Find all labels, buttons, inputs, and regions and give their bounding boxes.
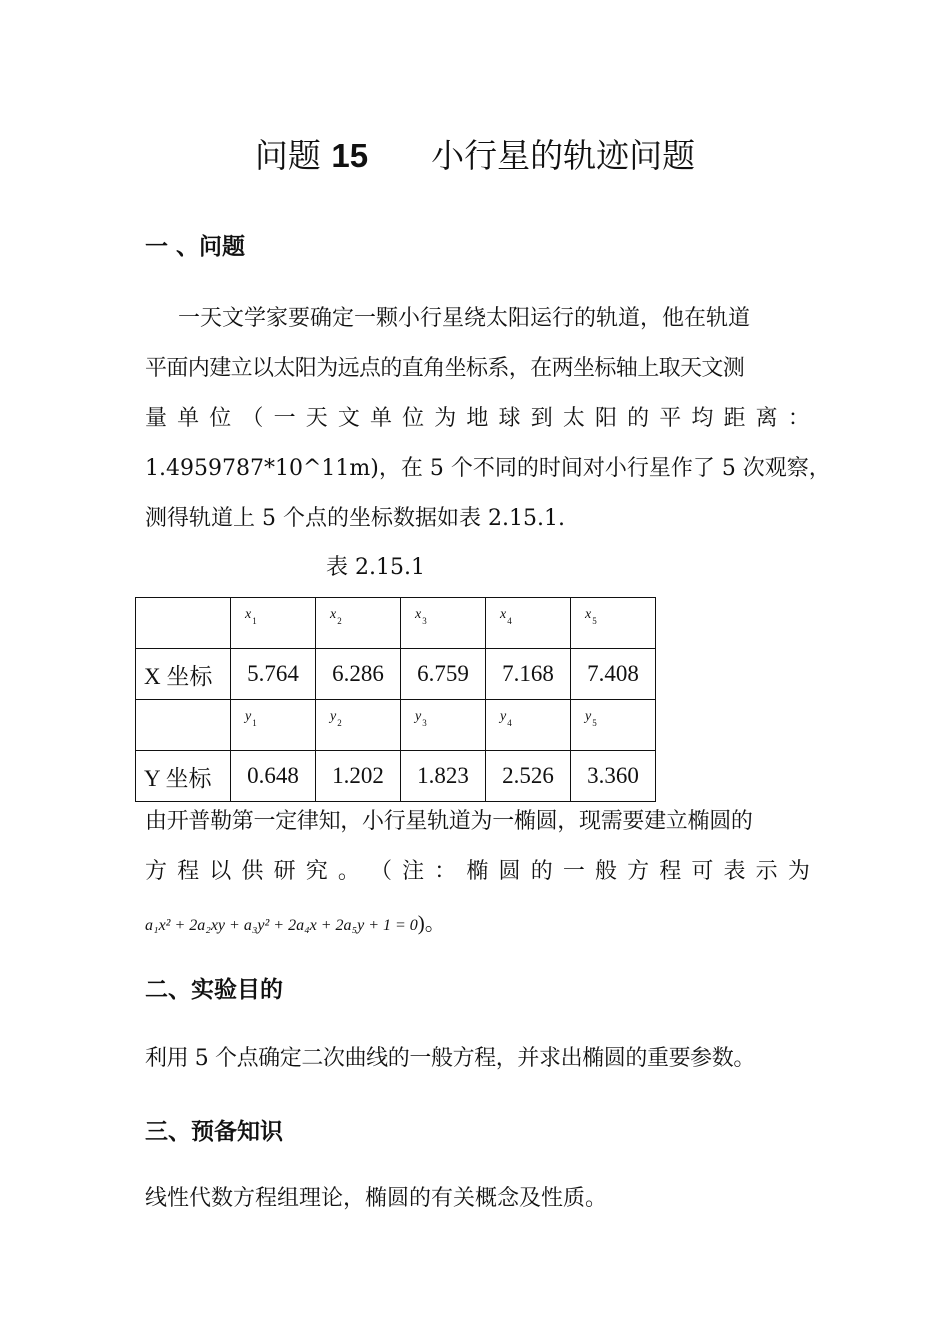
table-cell <box>316 700 401 751</box>
spread-char: 文 <box>337 406 360 431</box>
title-text: 小行星的轨迹问题 <box>431 136 696 175</box>
table-caption: 表 2.15.1 <box>326 555 425 580</box>
spread-char: 位 <box>209 406 232 431</box>
y-symbol: $y_5$ <box>585 709 597 728</box>
x-symbol: $x_3$ <box>415 607 427 626</box>
spread-char: 为 <box>434 406 457 431</box>
equation-tail: )。 <box>417 911 446 935</box>
table-cell <box>401 598 486 649</box>
x-value-cell: 7.168 <box>486 649 571 700</box>
y-value-cell: 3.360 <box>571 751 656 802</box>
paragraph-line: 测得轨道上 5 个点的坐标数据如表 2.15.1. <box>145 506 565 531</box>
x-symbol: $x_2$ <box>330 607 342 626</box>
x-label-cell: X 坐标 <box>136 649 231 700</box>
spread-char: 方 <box>627 859 650 884</box>
ellipse-equation <box>145 908 446 941</box>
spread-char: 天 <box>305 406 328 431</box>
spread-char: 离 <box>755 406 778 431</box>
problem-paragraph <box>145 294 831 544</box>
table-row <box>136 751 656 802</box>
page-title <box>0 134 950 178</box>
spread-char: 位 <box>402 406 425 431</box>
spread-char: 表 <box>723 859 746 884</box>
spread-char: 究 <box>305 859 328 884</box>
spread-line <box>145 394 810 444</box>
title-prefix: 问题 <box>254 136 321 175</box>
table-cell <box>401 700 486 751</box>
x-value-cell: 7.408 <box>571 649 656 700</box>
spread-char: 可 <box>691 859 714 884</box>
spread-char: （ <box>369 859 392 884</box>
spread-char: 球 <box>498 406 521 431</box>
y-label-cell: Y 坐标 <box>136 751 231 802</box>
section-heading-problem: 一 、问题 <box>145 234 246 260</box>
paragraph-line: 1.4959787*10^11m)，在 5 个不同的时间对小行星作了 5 次观察， <box>145 456 831 481</box>
y-symbol: $y_1$ <box>245 709 257 728</box>
spread-char: 一 <box>273 406 296 431</box>
spread-char: 研 <box>273 859 296 884</box>
table-cell <box>136 598 231 649</box>
spread-char: 以 <box>209 859 232 884</box>
spread-char: 椭 <box>466 859 489 884</box>
spread-char: 量 <box>145 406 168 431</box>
y-symbol: $y_4$ <box>500 709 512 728</box>
x-symbol: $x_1$ <box>245 607 257 626</box>
y-value-cell: 0.648 <box>231 751 316 802</box>
section-heading-purpose: 二、实验目的 <box>145 977 283 1003</box>
spread-char: （ <box>241 406 264 431</box>
spread-char: 方 <box>145 859 168 884</box>
spread-char: 距 <box>723 406 746 431</box>
y-symbol: $y_3$ <box>415 709 427 728</box>
spread-char: 单 <box>369 406 392 431</box>
spread-char: 。 <box>337 859 360 884</box>
paragraph-line: 利用 5 个点确定二次曲线的一般方程，并求出椭圆的重要参数。 <box>145 1046 755 1071</box>
x-symbol: $x_5$ <box>585 607 597 626</box>
x-symbol: $x_4$ <box>500 607 512 626</box>
x-value-cell: 6.759 <box>401 649 486 700</box>
spread-char: 一 <box>562 859 585 884</box>
coordinate-table <box>135 597 656 802</box>
table-cell <box>231 700 316 751</box>
spread-char: 般 <box>594 859 617 884</box>
paragraph-line: 由开普勒第一定律知，小行星轨道为一椭圆，现需要建立椭圆的 <box>145 809 753 834</box>
y-value-cell: 2.526 <box>486 751 571 802</box>
y-value-cell: 1.202 <box>316 751 401 802</box>
equation-text: a₁x² + 2a₂xy + a₃y² + 2a₄x + 2a₅y + 1 = 0 <box>145 917 418 934</box>
title-gap <box>368 136 431 175</box>
table-cell <box>486 700 571 751</box>
paragraph-line: 一天文学家要确定一颗小行星绕太阳运行的轨道，他在轨道 <box>178 306 751 331</box>
spread-char: 均 <box>691 406 714 431</box>
paragraph-line <box>145 394 810 444</box>
spread-char: ： <box>434 859 457 884</box>
spread-char: 太 <box>562 406 585 431</box>
spread-char: 程 <box>659 859 682 884</box>
spread-char: 供 <box>241 859 264 884</box>
table-cell <box>571 598 656 649</box>
table-cell <box>571 700 656 751</box>
table-row <box>136 649 656 700</box>
table-cell <box>316 598 401 649</box>
spread-char: 地 <box>466 406 489 431</box>
spread-char: 程 <box>177 859 200 884</box>
table-cell <box>231 598 316 649</box>
purpose-paragraph <box>145 1034 825 1084</box>
spread-char: 注 <box>402 859 425 884</box>
table-row <box>136 598 656 649</box>
y-value-cell: 1.823 <box>401 751 486 802</box>
paragraph-line <box>145 847 810 897</box>
table-cell <box>486 598 571 649</box>
x-value-cell: 5.764 <box>231 649 316 700</box>
spread-char: 的 <box>530 859 553 884</box>
paragraph-line: 线性代数方程组理论，椭圆的有关概念及性质。 <box>145 1186 608 1211</box>
spread-char: 的 <box>627 406 650 431</box>
y-symbol: $y_2$ <box>330 709 342 728</box>
title-number: 15 <box>331 137 369 174</box>
table-cell <box>136 700 231 751</box>
x-value-cell: 6.286 <box>316 649 401 700</box>
spread-char: 平 <box>659 406 682 431</box>
spread-char: 为 <box>787 859 810 884</box>
kepler-paragraph <box>145 797 810 897</box>
spread-char: 圆 <box>498 859 521 884</box>
spread-char: 单 <box>177 406 200 431</box>
spread-char: 阳 <box>594 406 617 431</box>
knowledge-paragraph <box>145 1174 810 1224</box>
table-row <box>136 700 656 751</box>
spread-char: 示 <box>755 859 778 884</box>
spread-char: ： <box>787 406 810 431</box>
spread-char: 到 <box>530 406 553 431</box>
spread-line <box>145 847 810 897</box>
paragraph-line: 平面内建立以太阳为远点的直角坐标系，在两坐标轴上取天文测 <box>145 356 745 381</box>
section-heading-knowledge: 三、预备知识 <box>145 1119 283 1145</box>
